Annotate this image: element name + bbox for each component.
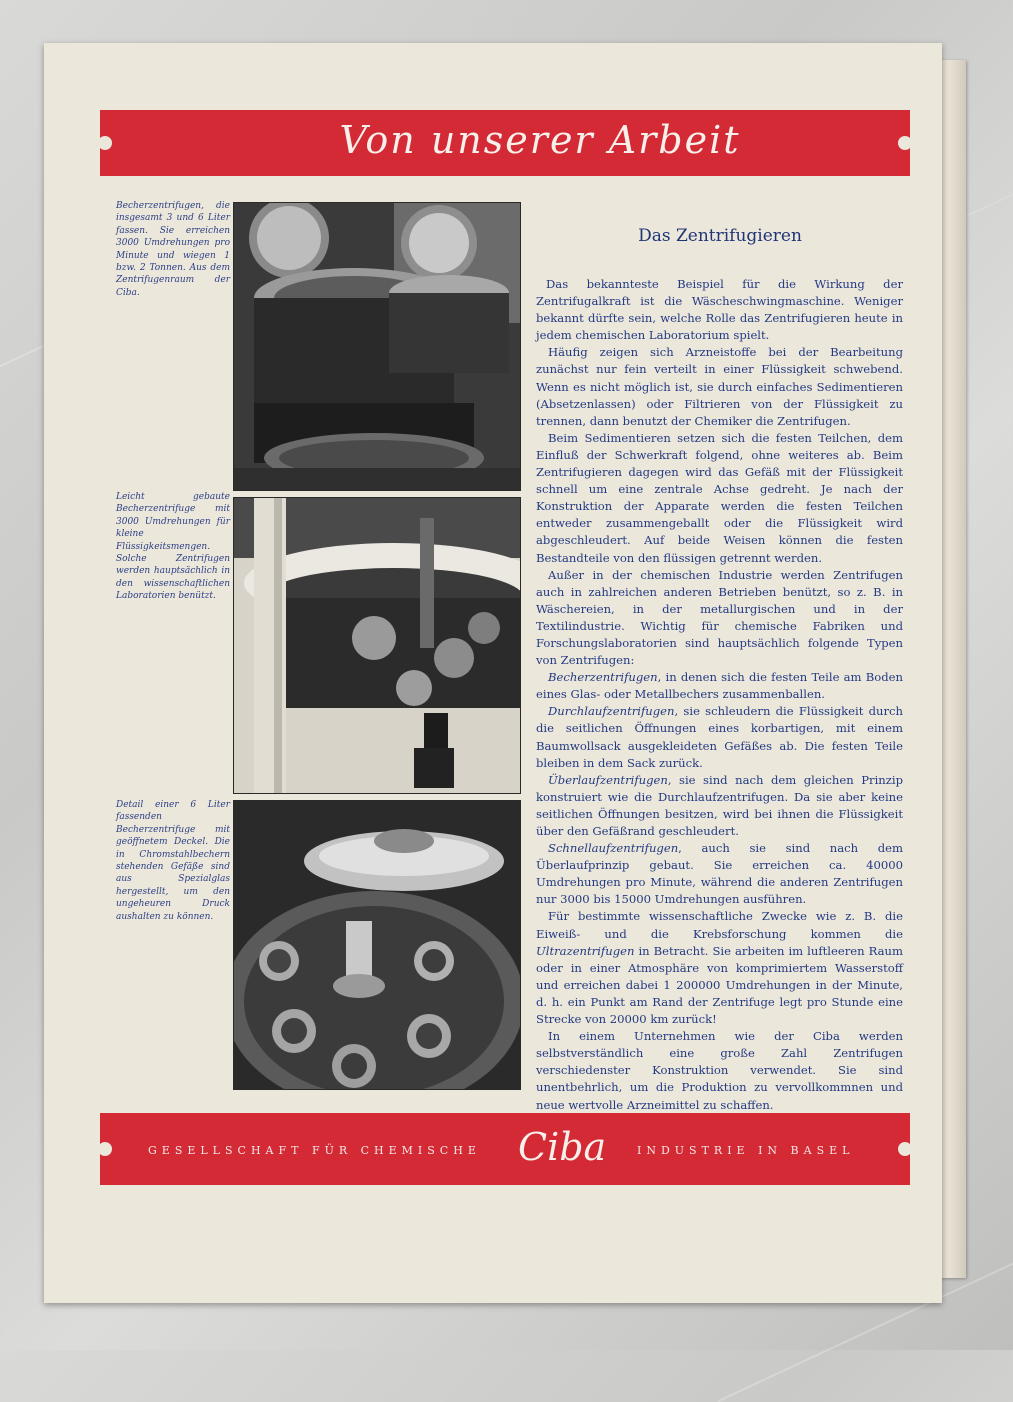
punch-hole-left — [98, 1142, 112, 1156]
photo-light-centrifuge — [233, 497, 521, 794]
article-paragraph — [536, 840, 903, 908]
page-edge — [938, 60, 966, 1278]
caption-1: Becherzentrifugen, die insgesamt 3 und 6 Liter fassen. Sie erreichen 3000 Umdrehungen pro Minute und wiegen 1 bzw. 2 Tonnen. Aus dem Zentrifugenraum der Ciba. — [116, 201, 230, 298]
term-ueberlaufzentrifugen: Überlaufzentrifugen — [548, 772, 668, 787]
article-paragraph: Häufig zeigen sich Arzneistoffe bei der Bearbeitung zunächst nur fein verteilt in einer Flüssigkeit schwebend. Wenn es nicht möglich ist, sie durch einfaches Sedimentieren (Absetzenlassen) oder Filtrieren von der Flüssigkeit zu trennen, dann benutzt der Chemiker die Zentrifugen. — [536, 345, 903, 428]
article-paragraph — [536, 703, 903, 771]
article-paragraph: Außer in der chemischen Industrie werden Zentrifugen auch in zahlreichen anderen Betrieben benützt, so z. B. in Wäschereien, in der metallurgischen und in der Textilindustrie. Wichtig für chemische Fabriken und Forschungslaboratorien sind hauptsächlich folgende Typen von Zentrifugen: — [536, 567, 903, 668]
photo-centrifuge-detail — [233, 800, 521, 1090]
photo-centrifuge-room — [233, 202, 521, 491]
article-paragraph: In einem Unternehmen wie der Ciba werden selbstverständlich eine große Zahl Zentrifugen verschiedenster Konstruktion verwendet. Sie sind unentbehrlich, um die Produktion zu vervollkommnen und neue wertvolle Arzneimittel zu schaffen. — [536, 1029, 903, 1112]
term-ultrazentrifugen: Ultrazentrifugen — [536, 943, 635, 958]
term-becherzentrifugen: Becherzentrifugen — [548, 670, 658, 685]
footer-right-text: INDUSTRIE IN BASEL — [637, 1144, 855, 1157]
paragraph-text: , sie sind nach dem gleichen Prinzip konstruiert wie die Durchlaufzentrifugen. Da sie aber keine seitlichen Öffnungen besitzen, wird bei ihnen die Flüssigkeit über den Gefäßrand geschleudert. — [536, 772, 903, 838]
term-schnellaufzentrifugen: Schnellaufzentrifugen — [548, 841, 679, 856]
caption-3: Detail einer 6 Liter fassenden Becherzentrifuge mit geöffnetem Deckel. Die in Chromstahlbechern stehenden Gefäße sind aus Spezialglas hergestellt, um den ungeheuren Druck aushalten zu können. — [116, 800, 230, 922]
page-title: Von unserer Arbeit — [339, 118, 741, 162]
paragraph-text: , sie schleudern die Flüssigkeit durch die seitlichen Öffnungen eines korbartigen, mit einem Baumwollsack ausgekleideten Gefäßes ab. Die festen Teile bleiben in dem Sack zurück. — [536, 704, 903, 770]
article-paragraph — [536, 669, 903, 703]
article-paragraph — [536, 908, 903, 1028]
ciba-logo: Ciba — [518, 1125, 607, 1169]
caption-2: Leicht gebaute Becherzentrifuge mit 3000 Umdrehungen für kleine Flüssigkeitsmengen. Solche Zentrifugen werden hauptsächlich in den wissenschaftlichen Laboratorien benützt. — [116, 492, 230, 602]
article-body — [536, 276, 903, 1114]
punch-hole-right — [898, 1142, 912, 1156]
header-band — [100, 110, 910, 176]
paragraph-text: , auch sie sind nach dem Überlaufprinzip gebaut. Sie erreichen ca. 40000 Umdrehungen pro Minute, während die anderen Zentrifugen nur 3000 bis 15000 Umdrehungen ausführen. — [536, 841, 903, 907]
paragraph-text: , in denen sich die festen Teile am Boden eines Glas- oder Metallbechers zusammenballen. — [536, 670, 903, 702]
paragraph-text: in Betracht. Sie arbeiten im luftleeren Raum oder in einer Atmosphäre von komprimiertem Wasserstoff und erreichen dabei 1 200000 Umdrehungen in der Minute, d. h. ein Punkt am Rand der Zentrifuge legt pro Stunde eine Strecke von 20000 km zurück! — [536, 943, 903, 1027]
article-paragraph: Beim Sedimentieren setzen sich die festen Teilchen, dem Einfluß der Schwerkraft folgend, ohne weiteres ab. Beim Zentrifugieren dagegen wird das Gefäß mit der Flüssigkeit schnell um eine zentrale Achse gedreht. Je nach der Konstruktion der Apparate werden die festen Teilchen entweder zusammengeballt oder die Flüssigkeit wird abgeschleudert. Auf beide Weisen können die festen Bestandteile von den flüssigen getrennt werden. — [536, 430, 903, 565]
footer-band — [100, 1113, 910, 1185]
paragraph-text: Für bestimmte wissenschaftliche Zwecke wie z. B. die Eiweiß- und die Krebsforschung kommen die — [536, 909, 903, 941]
article-paragraph — [536, 772, 903, 840]
footer-left-text: GESELLSCHAFT FÜR CHEMISCHE — [148, 1144, 481, 1157]
article-paragraph: Das bekannteste Beispiel für die Wirkung der Zentrifugalkraft ist die Wäscheschwingmaschine. Weniger bekannt dürfte sein, welche Rolle das Zentrifugieren heute in jedem chemischen Laboratorium spielt. — [536, 277, 903, 343]
article-title: Das Zentrifugieren — [638, 226, 802, 246]
term-durchlaufzentrifugen: Durchlaufzentrifugen — [548, 704, 675, 719]
